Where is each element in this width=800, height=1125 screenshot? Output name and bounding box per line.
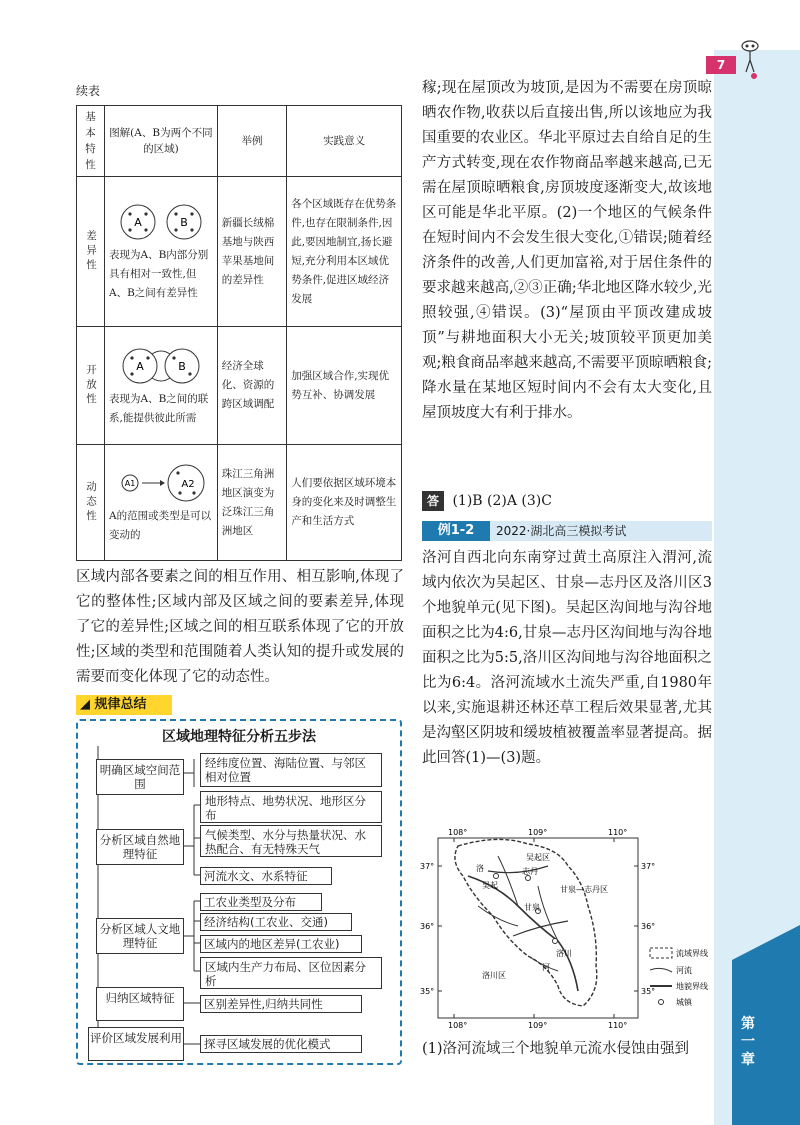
dynamic-diagram [116, 463, 206, 503]
map-lat-label: 37° [641, 862, 656, 871]
diagram-label: B [180, 216, 188, 229]
chapter-tab-slope [732, 925, 800, 960]
map-lat-label: 36° [420, 922, 435, 931]
map-place-label: 吴起区 [526, 853, 550, 862]
diagram-description: 表现为A、B内部分别具有相对一致性,但A、B之间有差异性 [109, 249, 209, 299]
diagram-label: B [178, 359, 186, 373]
table-row [77, 177, 402, 327]
region-features-table [76, 105, 402, 561]
flow-step-3-item: 区域内的地区差异(工农业) [200, 935, 362, 953]
flow-step-1-item: 经纬度位置、海陆位置、与邻区相对位置 [200, 753, 382, 787]
map-lon-label: 110° [608, 1021, 628, 1030]
example-cell: 珠江三角洲地区演变为泛珠江三角洲地区 [217, 445, 286, 561]
five-step-flowchart [76, 719, 402, 1065]
diagram-label: A [134, 216, 142, 229]
diagram-label: A2 [181, 478, 195, 490]
map-lon-label: 109° [528, 1021, 548, 1030]
legend-label: 流域界线 [676, 949, 708, 958]
map-lat-label: 36° [641, 922, 656, 931]
example-tag: 例1-2 [422, 521, 490, 541]
feature-name: 差异性 [85, 229, 97, 274]
rule-summary-tag-text: 规律总结 [94, 697, 147, 712]
significance-cell: 人们要依据区域环境本身的变化来及时调整生产和生活方式 [287, 445, 402, 561]
sub-question-1: (1)洛河流域三个地貌单元流水侵蚀由强到 [422, 1041, 690, 1057]
col-header: 举例 [217, 106, 286, 177]
map-place-label: 吴起 [482, 881, 498, 890]
legend-label: 地貌界线 [676, 982, 708, 991]
map-lon-label: 108° [448, 1021, 468, 1030]
flow-step-5-item: 探寻区域发展的优化模式 [200, 1035, 362, 1053]
map-lon-label: 110° [608, 828, 628, 837]
map-place-label: 洛 [476, 864, 484, 873]
mascot-icon [736, 38, 776, 80]
summary-paragraph: 区域内部各要素之间的相互作用、相互影响,体现了它的整体性;区域内部及区域之间的要素差异,体现了它的差异性;区域之间的相互联系体现了它的开放性;区域的类型和范围随着人类认知的提升或发展的需要而变化体现了它的动态性。 [76, 569, 404, 685]
map-place-label: 志丹 [522, 867, 538, 876]
map-place-label: 甘泉—志丹区 [560, 885, 608, 894]
analysis-text: 稼;现在屋顶改为坡顶,是因为不需要在房顶晾晒农作物,收获以后直接出售,所以该地应为我国重要的农业区。华北平原过去自给自足的生产方式转变,现在农作物商品率越来越高,已无需在屋顶晾晒粮食,房顶坡度逐渐变大,故该地区可能是华北平原。(2)一个地区的气候条件在短时间内不会发生很大变化,①错误;随着经济条件的改善,人们更加富裕,对于居住条件的要求越来越高,②③正确;华北地区降水较少,光照较强,④错误。(3)“屋顶由平顶改建成坡顶”与耕地面积大小无关;坡顶较平顶更加美观;粮食商品率越来越高,不需要平顶晾晒粮食;降水量在某地区短时间内不会有太大变化,且屋顶坡度大有利于排水。 [422, 80, 712, 421]
example-cell: 经济全球化、资源的跨区域调配 [217, 327, 286, 445]
page-number: 7 [706, 56, 736, 74]
flow-step-2: 分析区域自然地理特征 [96, 829, 184, 865]
map-lon-label: 109° [528, 828, 548, 837]
significance-cell: 加强区域合作,实现优势互补、协调发展 [287, 327, 402, 445]
difference-diagram [116, 202, 206, 242]
map-lat-label: 35° [420, 987, 435, 996]
feature-name: 开放性 [85, 363, 97, 408]
flow-step-3: 分析区域人文地理特征 [96, 918, 184, 954]
table-continued-label: 续表 [76, 84, 101, 98]
luo-river-basin-map [418, 826, 714, 1032]
feature-name: 动态性 [85, 480, 97, 525]
flowchart-title: 区域地理特征分析五步法 [162, 729, 316, 745]
legend-label: 城镇 [676, 998, 692, 1007]
table-row [77, 445, 402, 561]
significance-cell: 各个区域既存在优势条件,也存在限制条件,因此,要因地制宜,扬长避短,充分利用本区域优势条件,促进区域经济发展 [287, 177, 402, 327]
example-question: 洛河自西北向东南穿过黄土高原注入渭河,流域内依次为吴起区、甘泉—志丹区及洛川区3个地貌单元(见下图)。吴起区沟间地与沟谷地面积之比为4:6,甘泉—志丹区沟间地与沟谷地面积之比为5:5,洛川区沟间地与沟谷地面积之比为6:4。洛河流域水土流失严重,自1980年以来,实施退耕还林还草工程后效果显著,尤其是沟壑区阴坡和缓坡植被覆盖率显著提高。据此回答(1)—(3)题。 [422, 550, 712, 766]
rule-summary-tag: ◢ 规律总结 [76, 695, 172, 715]
map-lon-label: 108° [448, 828, 468, 837]
map-place-label: 甘泉 [524, 903, 540, 912]
flow-step-2-item: 气候类型、水分与热量状况、水热配合、有无特殊天气 [200, 825, 382, 857]
flow-step-2-item: 地形特点、地势状况、地形区分布 [200, 791, 382, 823]
map-lat-label: 37° [420, 862, 435, 871]
col-header: 基本特性 [77, 106, 105, 177]
diagram-description: 表现为A、B之间的联系,能提供彼此所需 [109, 392, 209, 424]
diagram-description: A的范围或类型是可以变动的 [109, 509, 212, 541]
map-place-label: 洛川区 [482, 971, 506, 980]
example-cell: 新疆长绒棉基地与陕西苹果基地间的差异性 [217, 177, 286, 327]
flow-step-1: 明确区域空间范围 [96, 759, 184, 795]
flow-step-2-item: 河流水文、水系特征 [200, 867, 332, 885]
table-header-row [77, 106, 402, 177]
example-source: 2022·湖北高三模拟考试 [496, 524, 627, 538]
table-row [77, 327, 402, 445]
diagram-label: A1 [124, 478, 136, 488]
flow-step-3-item: 区域内生产力布局、区位因素分析 [200, 957, 382, 989]
flow-step-5: 评价区域发展利用 [88, 1027, 184, 1061]
legend-label: 河流 [676, 966, 692, 975]
chapter-label: 第一章 [741, 1016, 755, 1068]
flow-step-3-item: 经济结构(工农业、交通) [200, 913, 352, 931]
col-header: 图解(A、B为两个不同的区域) [105, 106, 218, 177]
openness-diagram [116, 346, 206, 386]
example-header [422, 521, 712, 541]
diagram-label: A [136, 359, 144, 373]
answer-row [422, 491, 552, 511]
flow-step-4: 归纳区域特征 [96, 987, 184, 1021]
map-lat-label: 35° [641, 987, 656, 996]
map-place-label: 洛川 [556, 949, 572, 958]
answer-text: (1)B (2)A (3)C [452, 493, 552, 509]
flow-step-4-item: 区别差异性,归纳共同性 [200, 995, 362, 1013]
answer-tag: 答 [422, 491, 444, 511]
map-place-label: 河 [542, 963, 550, 972]
col-header: 实践意义 [287, 106, 402, 177]
flow-step-3-item: 工农业类型及分布 [200, 893, 322, 911]
